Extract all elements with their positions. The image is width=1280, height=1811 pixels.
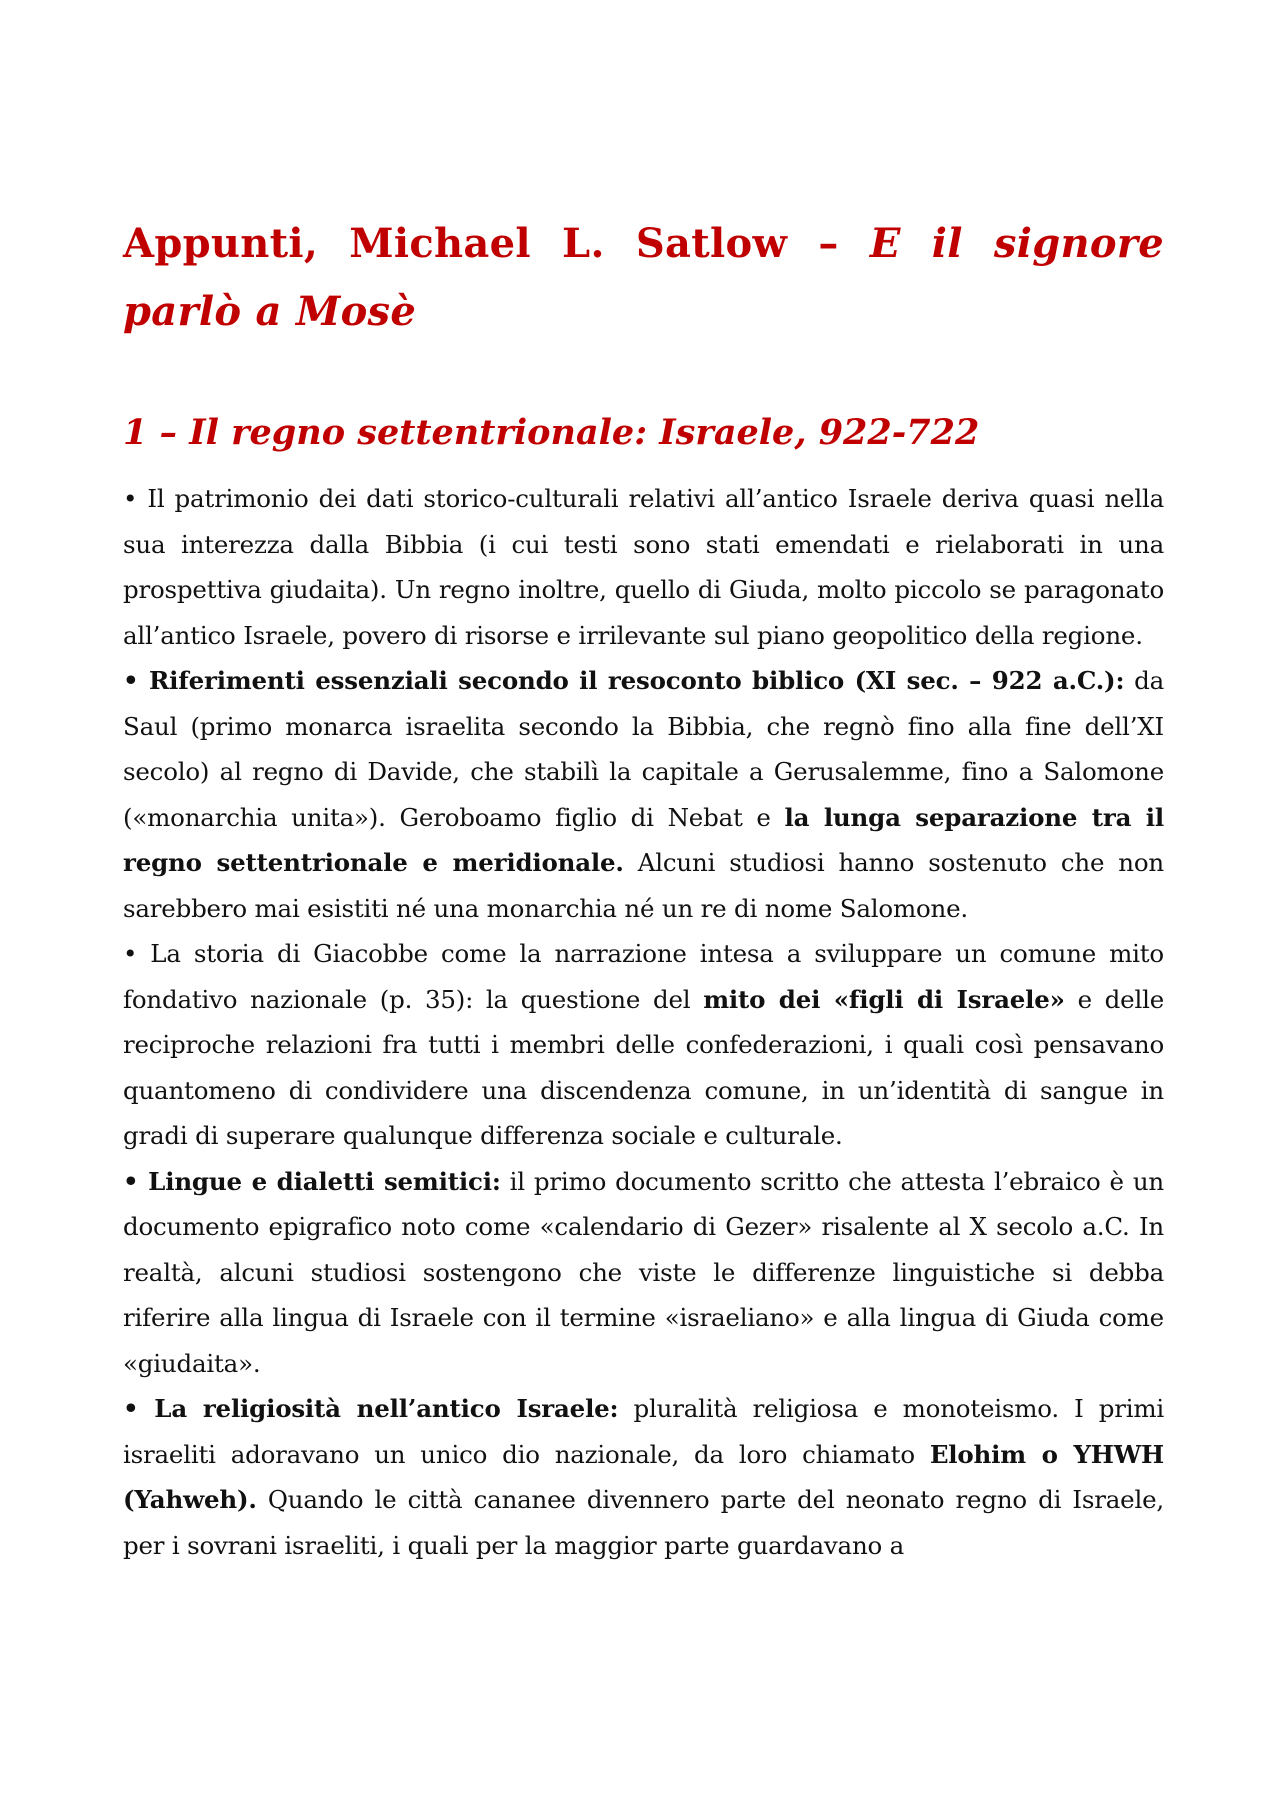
paragraph-bold-phrase: la lunga separazione tra il regno settentrionale e meridionale. — [123, 802, 1164, 877]
paragraph-text: da Saul (primo monarca israelita secondo la Bibbia, che regnò fino alla fine dell’XI secolo) al regno di Davide, che stabilì la capitale a Gerusalemme, fino a Salomone («monarchia unita»). Geroboamo figlio di Nebat e — [123, 666, 1164, 832]
paragraph-text: Quando le città cananee divennero parte del neonato regno di Israele, per i sovrani israeliti, i quali per la maggior parte guardavano a — [123, 1485, 1164, 1560]
paragraph-text: Alcuni studiosi hanno sostenuto che non sarebbero mai esistiti né una monarchia né un re di nome Salomone. — [123, 848, 1164, 923]
paragraph-bold-phrase: Elohim o YHWH (Yahweh). — [123, 1439, 1164, 1514]
paragraph-bold-lead: • La religiosità nell’antico Israele: — [123, 1394, 619, 1423]
paragraph-bold-phrase: mito dei «figli di Israele» — [703, 984, 1065, 1014]
paragraph-religion — [123, 1386, 1164, 1568]
section-heading: 1 – Il regno settentrionale: Israele, 922-722 — [123, 412, 980, 453]
document-content — [123, 210, 1164, 1568]
document-title — [123, 210, 1164, 346]
paragraph-references — [123, 658, 1164, 931]
paragraph-text: il primo documento scritto che attesta l’ebraico è un documento epigrafico noto come «calendario di Gezer» risalente al X secolo a.C. In realtà, alcuni studiosi sostengono che viste le differenze linguistiche si debba riferire alla lingua di Israele con il termine «israeliano» e alla lingua di Giuda come «giudaita». — [123, 1166, 1164, 1378]
paragraph-text: • Il patrimonio dei dati storico-culturali relativi all’antico Israele deriva quasi nella sua interezza dalla Bibbia (i cui testi sono stati emendati e rielaborati in una prospettiva giudaita). Un regno inoltre, quello di Giuda, molto piccolo se paragonato all’antico Israele, povero di risorse e irrilevante sul piano geopolitico della regione. — [123, 484, 1164, 650]
paragraph-sources — [123, 476, 1164, 658]
title-book-name: E il signore parlò a Mosè — [123, 220, 1164, 335]
paragraph-bold-lead: • Lingue e dialetti semitici: — [123, 1166, 501, 1196]
paragraph-text: pluralità religiosa e monoteismo. I primi israeliti adoravano un unico dio nazionale, da loro chiamato — [123, 1394, 1165, 1469]
paragraph-text: • La storia di Giacobbe come la narrazione intesa a sviluppare un comune mito fondativo nazionale (p. 35): la questione del — [123, 939, 1164, 1014]
paragraph-text: e delle reciproche relazioni fra tutti i membri delle confederazioni, i quali così pensavano quantomeno di condividere una discendenza comune, in un’identità di sangue in gradi di superare qualunque differenza sociale e culturale. — [123, 984, 1165, 1150]
paragraph-bold-lead: • Riferimenti essenziali secondo il resoconto biblico (XI sec. – 922 a.C.): — [123, 666, 1125, 695]
title-prefix: Appunti, Michael L. Satlow – — [123, 220, 870, 267]
paragraph-jacob-story — [123, 931, 1164, 1159]
paragraph-languages — [123, 1159, 1164, 1387]
